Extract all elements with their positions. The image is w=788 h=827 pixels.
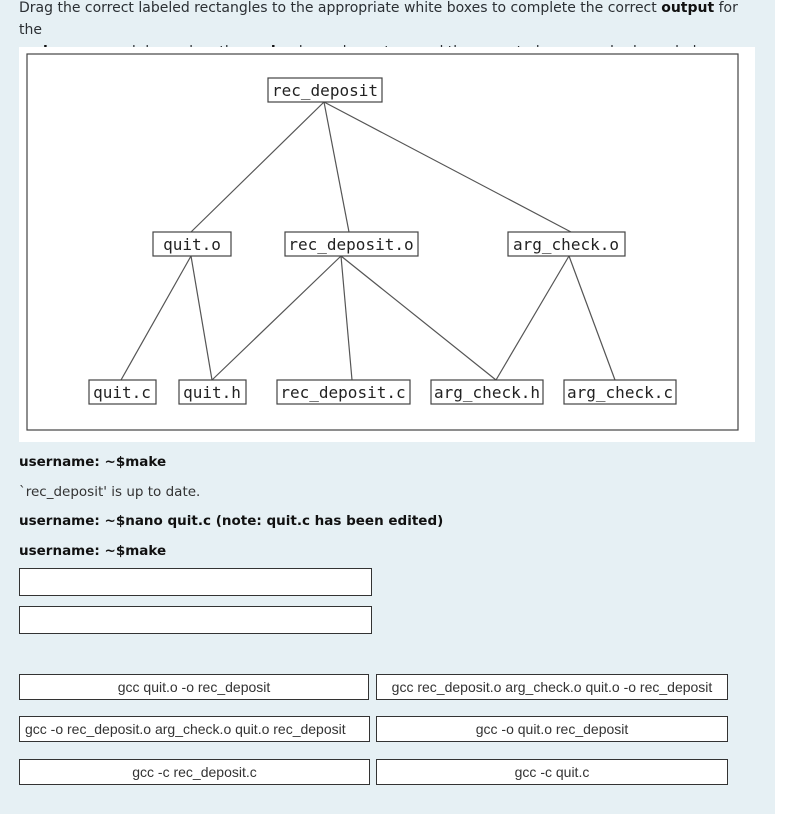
terminal-line-2: `rec_deposit' is up to date. (19, 484, 201, 500)
drag-option-6[interactable]: gcc -c quit.c (376, 759, 728, 785)
node-rec-deposit-o-label: rec_deposit.o (288, 235, 414, 254)
instr-text-1: Drag the correct labeled rectangles to the appropriate white boxes to complete the correct (19, 0, 662, 16)
node-arg-check-o (508, 232, 625, 256)
node-arg-check-c-label: arg_check.c (567, 383, 673, 402)
dependency-tree-svg (19, 47, 755, 442)
node-arg-check-o-label: arg_check.o (513, 235, 619, 254)
terminal-line-1: username: ~$make (19, 454, 167, 470)
node-quit-c (89, 380, 156, 404)
node-quit-o-label: quit.o (163, 235, 221, 254)
node-arg-check-h-label: arg_check.h (434, 383, 540, 402)
drag-option-5[interactable]: gcc -c rec_deposit.c (19, 759, 370, 785)
drag-option-4[interactable]: gcc -o quit.o rec_deposit (376, 716, 728, 742)
node-rec-deposit-o (285, 232, 418, 256)
node-arg-check-c (564, 380, 676, 404)
dependency-tree-image (19, 47, 755, 442)
node-root (268, 78, 382, 102)
drop-target-1[interactable] (19, 568, 372, 596)
node-arg-check-h (431, 380, 543, 404)
node-quit-h-label: quit.h (183, 383, 241, 402)
node-quit-h (179, 380, 246, 404)
drop-target-2[interactable] (19, 606, 372, 634)
node-root-label: rec_deposit (272, 81, 378, 100)
drag-option-2[interactable]: gcc rec_deposit.o arg_check.o quit.o -o rec_deposit (376, 674, 728, 700)
drag-option-1[interactable]: gcc quit.o -o rec_deposit (19, 674, 369, 700)
instr-text-2: for the (19, 0, 738, 38)
node-rec-deposit-c-label: rec_deposit.c (280, 383, 406, 402)
terminal-line-3: username: ~$nano quit.c (note: quit.c has been edited) (19, 513, 444, 529)
drag-option-3[interactable]: gcc -o rec_deposit.o arg_check.o quit.o rec_deposit (19, 716, 370, 742)
terminal-line-4: username: ~$make (19, 543, 167, 559)
instr-bold-output: output (661, 0, 715, 16)
node-quit-o (153, 232, 231, 256)
node-quit-c-label: quit.c (93, 383, 151, 402)
node-rec-deposit-c (277, 380, 410, 404)
